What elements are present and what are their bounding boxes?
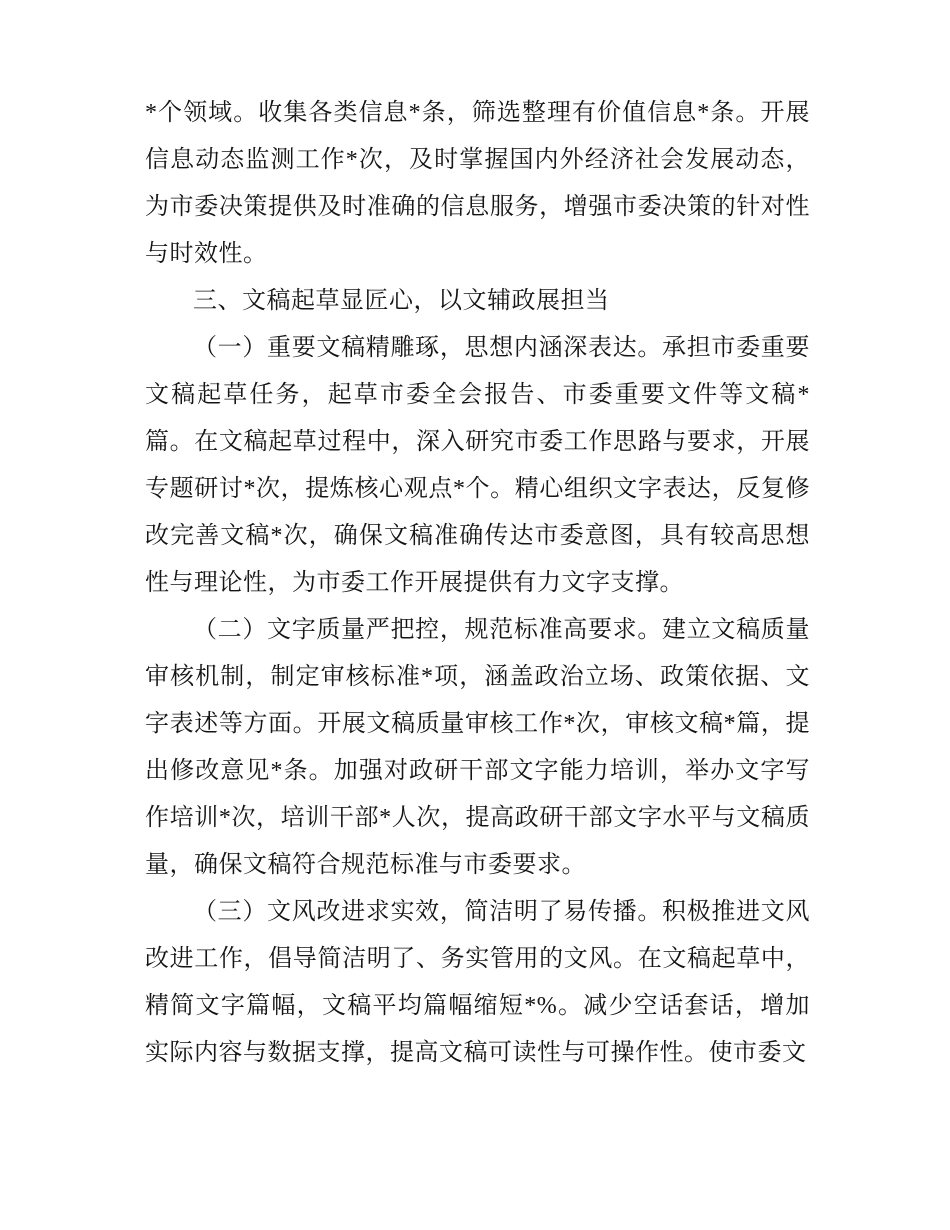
paragraph-subsection-2: （二）文字质量严把控，规范标准高要求。建立文稿质量审核机制，制定审核标准*项，涵盖政治立场、政策依据、文字表述等方面。开展文稿质量审核工作*次，审核文稿*篇，提出修改意见*条。加强对政研干部文字能力培训，举办文字写作培训*次，培训干部*人次，提高政研干部文字水平与文稿质量，确保文稿符合规范标准与市委要求。 bbox=[145, 617, 810, 878]
paragraph-subsection-3: （三）文风改进求实效，简洁明了易传播。积极推进文风改进工作，倡导简洁明了、务实管用的文风。在文稿起草中，精简文字篇幅，文稿平均篇幅缩短*%。减少空话套话，增加实际内容与数据支撑，提高文稿可读性与可操作性。使市委文 bbox=[145, 899, 810, 1066]
paragraph-continuation: *个领域。收集各类信息*条，筛选整理有价值信息*条。开展信息动态监测工作*次，及时掌握国内外经济社会发展动态，为市委决策提供及时准确的信息服务，增强市委决策的针对性与时效性。 bbox=[145, 100, 810, 267]
paragraph-subsection-1: （一）重要文稿精雕琢，思想内涵深表达。承担市委重要文稿起草任务，起草市委全会报告、市委重要文件等文稿*篇。在文稿起草过程中，深入研究市委工作思路与要求，开展专题研讨*次，提炼核心观点*个。精心组织文字表达，反复修改完善文稿*次，确保文稿准确传达市委意图，具有较高思想性与理论性，为市委工作开展提供有力文字支撑。 bbox=[145, 335, 810, 596]
section-heading: 三、文稿起草显匠心，以文辅政展担当 bbox=[193, 288, 610, 314]
